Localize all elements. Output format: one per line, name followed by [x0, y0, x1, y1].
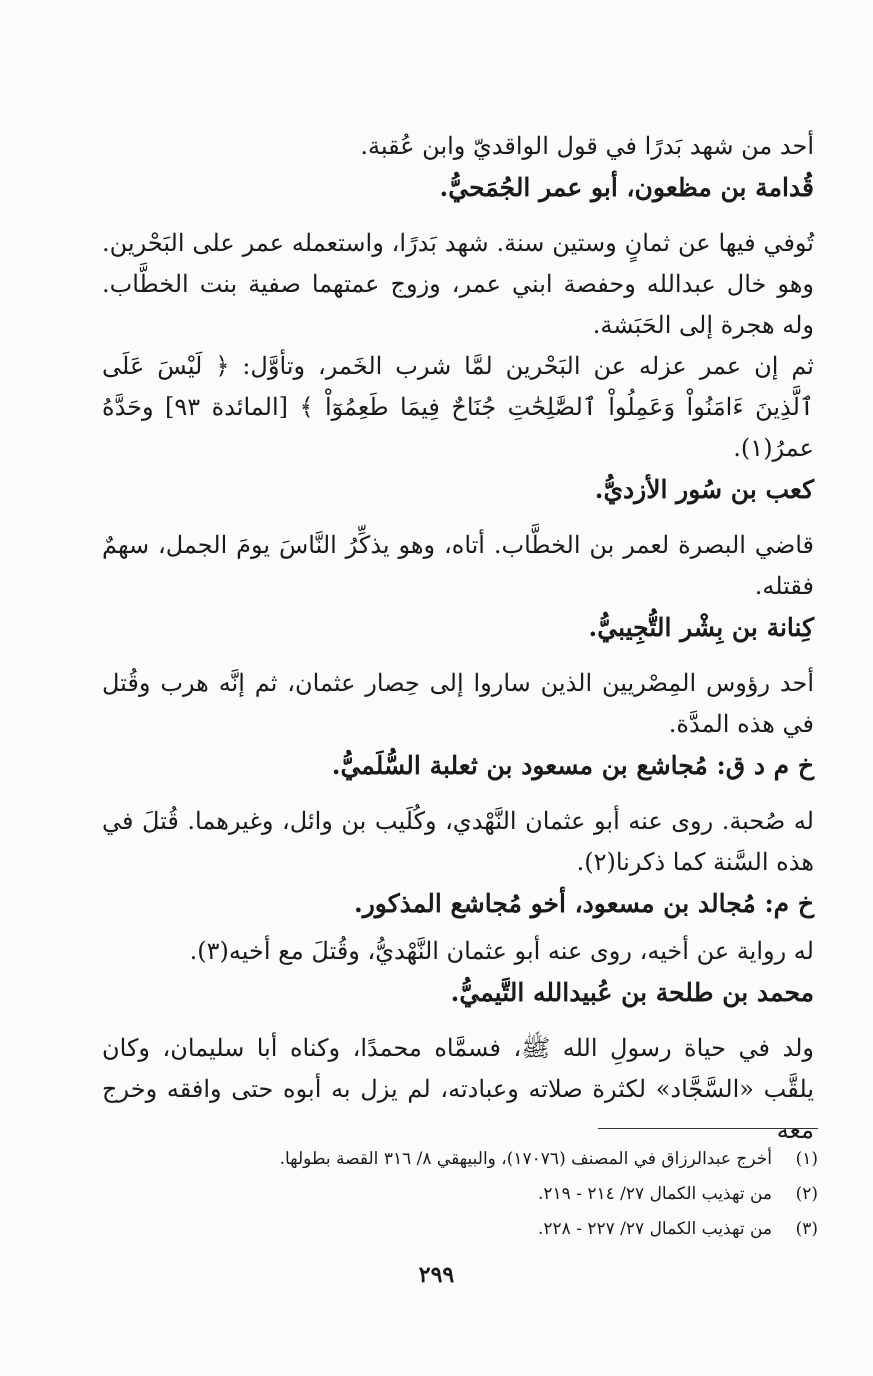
- biography-heading: خ م د ق: مُجاشع بن مسعود بن ثعلبة السُّلَميُّ.: [331, 751, 814, 780]
- paragraph: له صُحبة. روى عنه أبو عثمان النَّهْدي، وكُلَيب بن وائل، وغيرهما. قُتلَ في هذه السَّنة كما ذكرنا(٢).: [102, 807, 814, 876]
- footnote-text: أخرج عبدالرزاق في المصنف (١٧٠٧٦)، والبيهقي ٨/ ٣١٦ القصة بطولها.: [279, 1149, 772, 1169]
- footnote: [100, 1212, 818, 1247]
- footnote: [100, 1177, 818, 1212]
- footnote-text: من تهذيب الكمال ٢٧/ ٢١٤ - ٢١٩.: [537, 1184, 772, 1204]
- paragraph: أحد رؤوس المِصْريين الذين ساروا إلى حِصار عثمان، ثم إنَّه هرب وقُتل في هذه المدَّة.: [102, 669, 814, 738]
- page-number: ٢٩٩: [418, 1262, 455, 1288]
- paragraph: ثم إن عمر عزله عن البَحْرين لمَّا شرب الخَمر، وتأوَّل: ﴿ لَيْسَ عَلَى ٱلَّذِينَ ءَامَنُواْ وَعَمِلُواْ ٱلصَّٰلِحَٰتِ جُنَاحٌ فِيمَا طَعِمُوٓاْ ﴾ [المائدة ٩٣] وحَدَّهُ عمرُ(١).: [102, 352, 814, 462]
- paragraph: ولد في حياة رسولِ الله ﷺ، فسمَّاه محمدًا، وكناه أبا سليمان، وكان يلقَّب «السَّجَّاد» لكثرة صلاته وعبادته، لم يزل به أبوه حتى وافقه وخرج معه: [102, 1034, 814, 1144]
- biography-heading: قُدامة بن مظعون، أبو عمر الجُمَحيُّ.: [439, 173, 814, 202]
- footnote-number: (٣): [795, 1219, 818, 1239]
- footnote-divider: [598, 1128, 818, 1129]
- biography-heading: محمد بن طلحة بن عُبيدالله التَّيميُّ.: [450, 978, 814, 1007]
- paragraph: تُوفي فيها عن ثمانٍ وستين سنة. شهد بَدرًا، واستعمله عمر على البَحْرين. وهو خال عبدالله وحفصة ابني عمر، وزوج عمتهما صفية بنت الخطَّاب. وله هجرة إلى الحَبَشة.: [102, 229, 814, 339]
- paragraph: له رواية عن أخيه، روى عنه أبو عثمان النَّهْديُّ، وقُتلَ مع أخيه(٣).: [189, 937, 814, 965]
- footnote-text: من تهذيب الكمال ٢٧/ ٢٢٧ - ٢٢٨.: [537, 1219, 772, 1239]
- paragraph: قاضي البصرة لعمر بن الخطَّاب. أتاه، وهو يذكِّرُ النَّاسَ يومَ الجمل، سهمٌ فقتله.: [102, 531, 814, 600]
- biography-heading: كِنانة بن بِشْر التُّجِيبيُّ.: [588, 613, 814, 642]
- biography-heading: خ م: مُجالد بن مسعود، أخو مُجاشع المذكور.: [354, 889, 814, 918]
- page-body: [100, 126, 816, 1151]
- footnote: [100, 1142, 818, 1177]
- footnotes: [100, 1142, 818, 1247]
- footnote-number: (١): [795, 1149, 818, 1169]
- biography-heading: كعب بن سُور الأزديُّ.: [594, 475, 814, 504]
- paragraph: أحد من شهد بَدرًا في قول الواقديّ وابن عُقبة.: [360, 132, 814, 160]
- footnote-number: (٢): [795, 1184, 818, 1204]
